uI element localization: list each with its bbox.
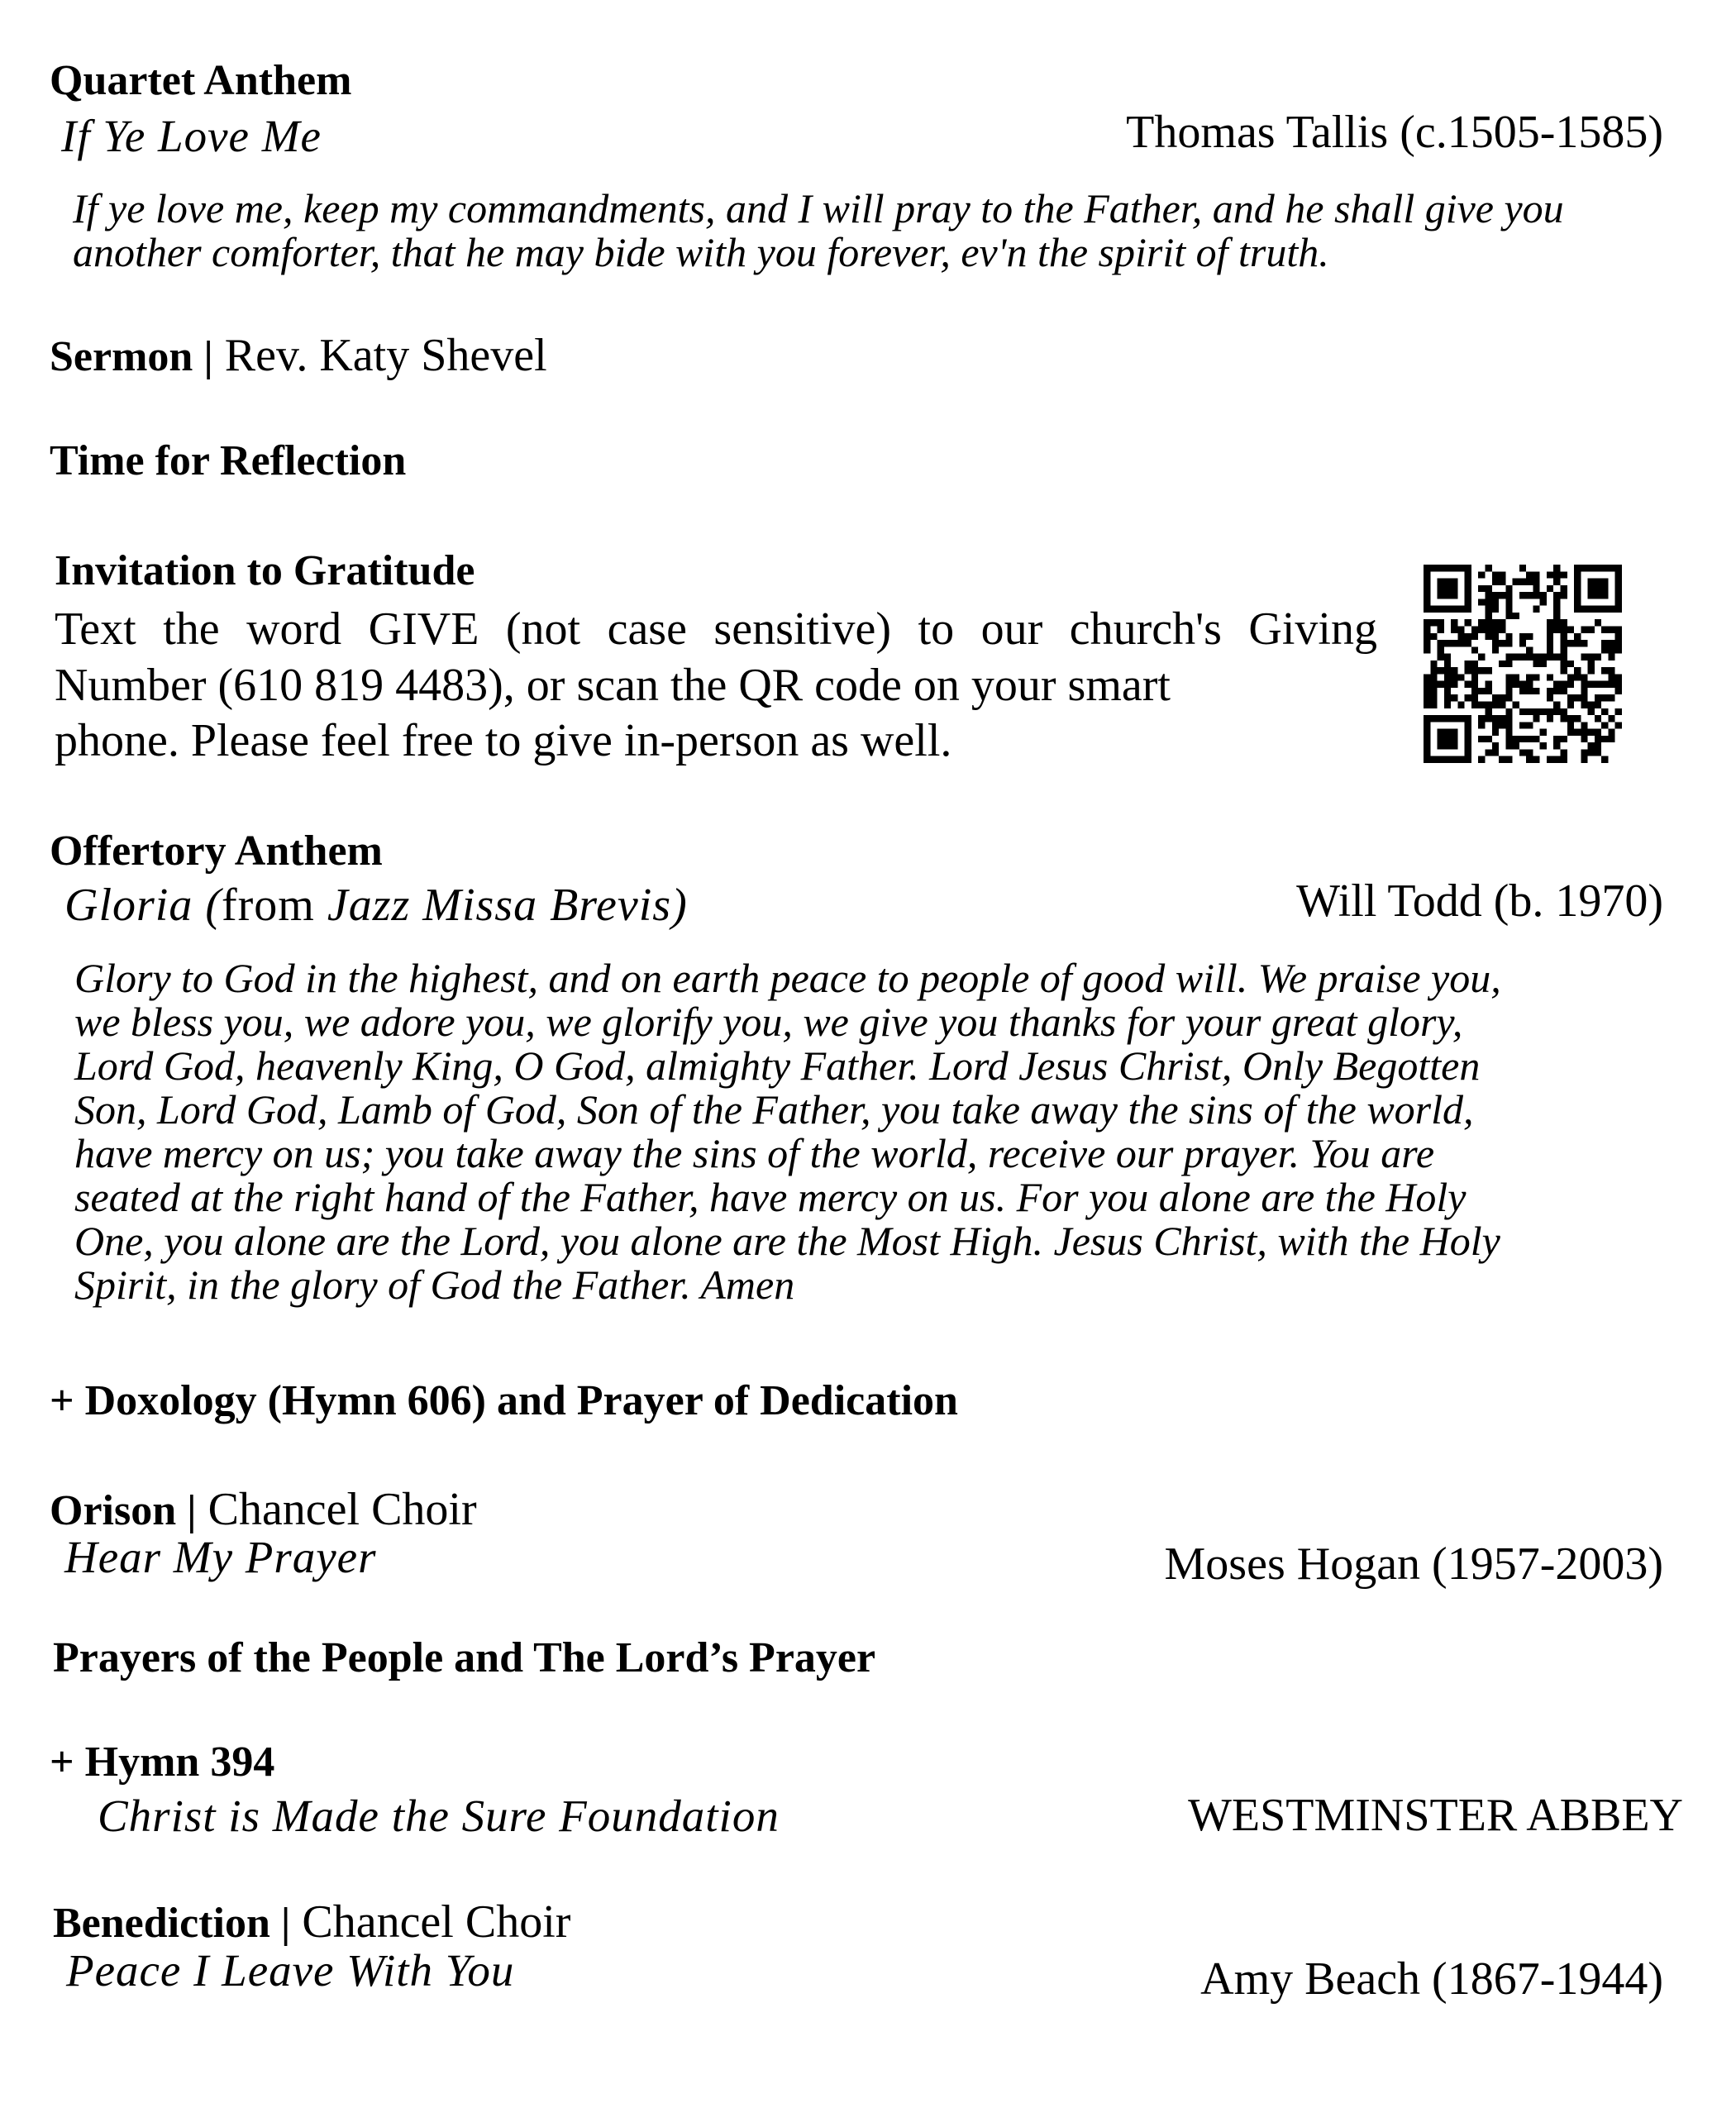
gratitude-heading: Invitation to Gratitude — [55, 547, 475, 594]
offertory-title-a: Gloria ( — [64, 880, 222, 931]
benediction-performer: Chancel Choir — [302, 1896, 571, 1948]
prayers-heading: Prayers of the People and The Lord’s Prayer — [53, 1634, 876, 1681]
quartet-heading: Quartet Anthem — [50, 57, 352, 104]
offertory-title-from: from — [222, 880, 327, 931]
offertory-composer: Will Todd (b. 1970) — [1296, 875, 1663, 927]
quartet-lyrics: If ye love me, keep my commandments, and I will pray to the Father, and he shall give you another comforter, that he may bide with you forever, ev'n the spirit of truth. — [73, 185, 1564, 275]
lyric-line: Son, Lord God, Lamb of God, Son of the Father, you take away the sins of the world, — [74, 1086, 1474, 1133]
orison-heading: Orison | — [50, 1487, 197, 1534]
offertory-lyrics — [74, 956, 1695, 1307]
benediction-title: Peace I Leave With You — [66, 1945, 515, 1996]
offertory-title — [64, 879, 688, 932]
hymn-heading: + Hymn 394 — [50, 1738, 275, 1786]
benediction-composer: Amy Beach (1867-1944) — [1200, 1953, 1663, 2005]
lyric-line: Spirit, in the glory of God the Father. Amen — [74, 1261, 795, 1308]
sermon-speaker: Rev. Katy Shevel — [224, 330, 547, 381]
lyric-line: seated at the right hand of the Father, have mercy on us. For you alone are the Holy — [74, 1174, 1467, 1220]
offertory-heading: Offertory Anthem — [50, 827, 383, 875]
hymn-tune: WESTMINSTER ABBEY — [1188, 1790, 1683, 1841]
doxology-heading: + Doxology (Hymn 606) and Prayer of Dedication — [50, 1377, 958, 1424]
hymn-title: Christ is Made the Sure Foundation — [98, 1791, 780, 1841]
orison-composer: Moses Hogan (1957-2003) — [1164, 1538, 1663, 1590]
qr-code-icon[interactable] — [1424, 565, 1622, 763]
offertory-title-b: Jazz Missa Brevis) — [327, 880, 688, 931]
lyric-line: Lord God, heavenly King, O God, almighty Father. Lord Jesus Christ, Only Begotten — [74, 1042, 1481, 1089]
orison-title: Hear My Prayer — [64, 1532, 377, 1582]
benediction-line — [53, 1896, 570, 1948]
quartet-title: If Ye Love Me — [61, 111, 322, 161]
gratitude-text-last: phone. Please feel free to give in-person as well. — [55, 715, 952, 766]
sermon-heading: Sermon | — [50, 333, 213, 380]
orison-performer: Chancel Choir — [207, 1484, 477, 1535]
quartet-composer: Thomas Tallis (c.1505-1585) — [1126, 107, 1663, 158]
orison-line — [50, 1483, 477, 1536]
reflection-heading: Time for Reflection — [50, 437, 407, 484]
benediction-heading: Benediction | — [53, 1900, 291, 1947]
lyric-line: Glory to God in the highest, and on earth peace to people of good will. We praise you, — [74, 955, 1501, 1001]
lyric-line: have mercy on us; you take away the sins of the world, receive our prayer. You are — [74, 1130, 1435, 1176]
lyric-line: we bless you, we adore you, we glorify you, we give you thanks for your great glory, — [74, 999, 1463, 1045]
lyric-line: One, you alone are the Lord, you alone are the Most High. Jesus Christ, with the Holy — [74, 1218, 1500, 1264]
gratitude-text: Text the word GIVE (not case sensitive) to our church's Giving Number (610 819 4483), or scan the QR code on your smart — [55, 603, 1377, 711]
sermon-line — [50, 329, 547, 382]
